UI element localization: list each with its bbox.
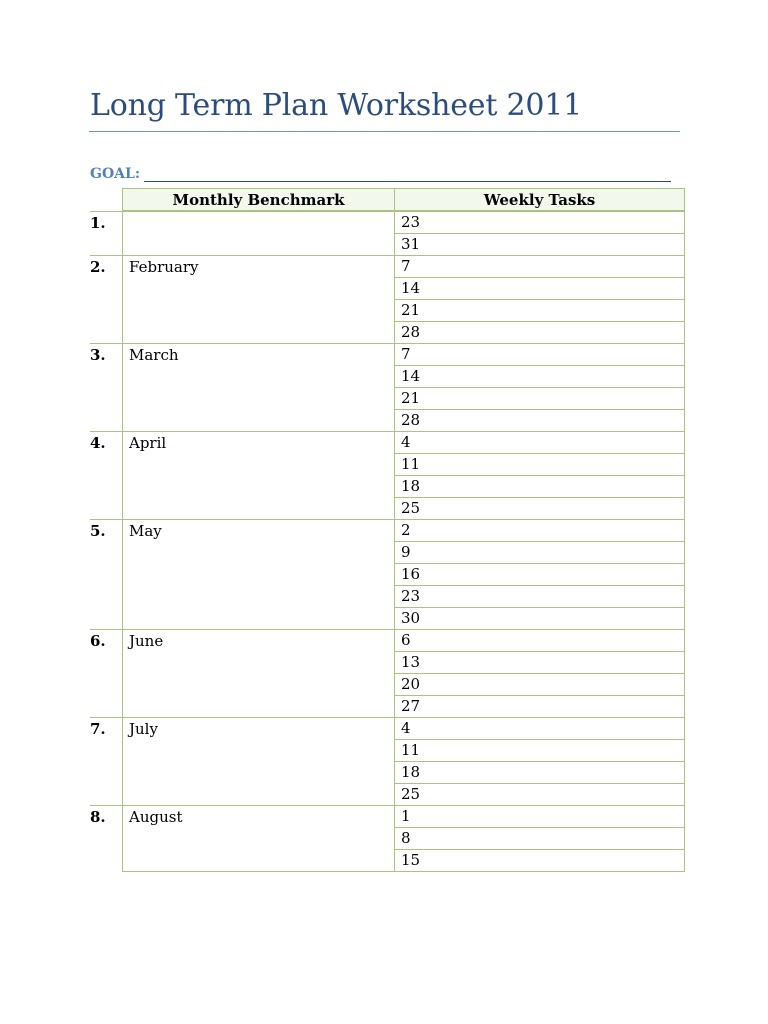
weekly-task-cell[interactable]: 27: [395, 695, 685, 717]
weekly-task-cell[interactable]: 16: [395, 563, 685, 585]
weekly-task-cell[interactable]: 8: [395, 827, 685, 849]
weekly-task-cell[interactable]: 28: [395, 409, 685, 431]
weekly-task-cell[interactable]: 31: [395, 233, 685, 255]
weekly-task-cell[interactable]: 7: [395, 255, 685, 277]
weekly-task-cell[interactable]: 20: [395, 673, 685, 695]
row-number: 6.: [90, 629, 122, 717]
table-row: [90, 717, 686, 805]
table-header-row: [122, 188, 686, 211]
weekly-task-cell[interactable]: 18: [395, 475, 685, 497]
monthly-benchmark-header: Monthly Benchmark: [122, 188, 395, 211]
monthly-benchmark-cell[interactable]: [122, 211, 395, 255]
page-title: Long Term Plan Worksheet 2011: [90, 88, 583, 123]
weekly-task-cell[interactable]: 7: [395, 343, 685, 365]
table-row: [90, 431, 686, 519]
row-number: 8.: [90, 805, 122, 871]
weekly-task-cell[interactable]: 6: [395, 629, 685, 651]
monthly-benchmark-cell[interactable]: March: [122, 343, 395, 431]
weekly-task-cell[interactable]: 15: [395, 849, 685, 871]
weekly-tasks-group: [395, 255, 685, 343]
weekly-tasks-group: [395, 805, 685, 871]
table-row: [90, 519, 686, 629]
weekly-tasks-header: Weekly Tasks: [395, 188, 685, 211]
weekly-tasks-group: [395, 431, 685, 519]
row-number: 7.: [90, 717, 122, 805]
weekly-tasks-group: [395, 717, 685, 805]
weekly-task-cell[interactable]: 13: [395, 651, 685, 673]
row-number: 2.: [90, 255, 122, 343]
row-number: 4.: [90, 431, 122, 519]
title-divider: [89, 131, 680, 132]
weekly-task-cell[interactable]: 30: [395, 607, 685, 629]
monthly-benchmark-cell[interactable]: April: [122, 431, 395, 519]
weekly-task-cell[interactable]: 9: [395, 541, 685, 563]
monthly-benchmark-cell[interactable]: June: [122, 629, 395, 717]
table-row: [90, 629, 686, 717]
row-number: 1.: [90, 211, 122, 255]
weekly-task-cell[interactable]: 21: [395, 299, 685, 321]
weekly-task-cell[interactable]: 18: [395, 761, 685, 783]
table-row: [90, 255, 686, 343]
table-row: [90, 805, 686, 871]
goal-input-line[interactable]: [144, 181, 671, 182]
monthly-benchmark-cell[interactable]: August: [122, 805, 395, 871]
table-row: [90, 211, 686, 255]
weekly-tasks-group: [395, 211, 685, 255]
weekly-task-cell[interactable]: 11: [395, 739, 685, 761]
table-body: [90, 211, 686, 871]
weekly-task-cell[interactable]: 14: [395, 365, 685, 387]
weekly-task-cell[interactable]: 23: [395, 211, 685, 233]
weekly-task-cell[interactable]: 4: [395, 431, 685, 453]
weekly-task-cell[interactable]: 21: [395, 387, 685, 409]
weekly-task-cell[interactable]: 25: [395, 783, 685, 805]
table-bottom-border: [122, 871, 685, 872]
weekly-tasks-group: [395, 343, 685, 431]
plan-table: [90, 188, 686, 872]
weekly-task-cell[interactable]: 1: [395, 805, 685, 827]
weekly-task-cell[interactable]: 28: [395, 321, 685, 343]
weekly-tasks-group: [395, 629, 685, 717]
monthly-benchmark-cell[interactable]: February: [122, 255, 395, 343]
goal-label: GOAL:: [90, 166, 141, 182]
weekly-task-cell[interactable]: 4: [395, 717, 685, 739]
row-number: 5.: [90, 519, 122, 629]
weekly-task-cell[interactable]: 25: [395, 497, 685, 519]
table-row: [90, 343, 686, 431]
monthly-benchmark-cell[interactable]: July: [122, 717, 395, 805]
weekly-tasks-group: [395, 519, 685, 629]
row-number: 3.: [90, 343, 122, 431]
weekly-task-cell[interactable]: 23: [395, 585, 685, 607]
monthly-benchmark-cell[interactable]: May: [122, 519, 395, 629]
weekly-task-cell[interactable]: 2: [395, 519, 685, 541]
weekly-task-cell[interactable]: 14: [395, 277, 685, 299]
weekly-task-cell[interactable]: 11: [395, 453, 685, 475]
